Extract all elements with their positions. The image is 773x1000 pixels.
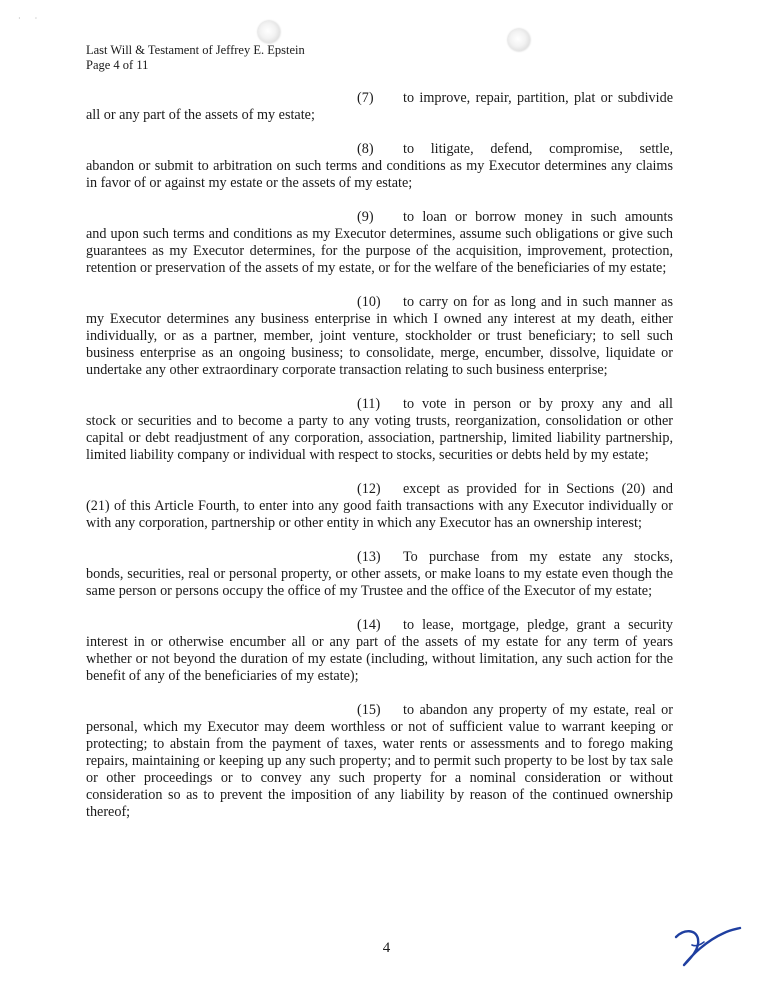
running-header	[86, 43, 305, 73]
paragraph-14	[86, 617, 673, 685]
paragraph-lead: To purchase from my estate any stocks,	[403, 549, 673, 565]
punch-hole-left	[258, 21, 280, 43]
paragraph-number: (12)	[357, 481, 381, 497]
paragraph-number: (13)	[357, 549, 381, 565]
scan-specks: · ·	[18, 14, 44, 23]
paragraph-lead: to improve, repair, partition, plat or subdivide	[403, 90, 673, 106]
paragraph-7	[86, 90, 673, 124]
punch-hole-right	[508, 29, 530, 51]
paragraph-text: bonds, securities, real or personal property, or other assets, or make loans to my estate even though the same person or persons occupy the office of my Trustee and the office of the Executor of my estate;	[86, 566, 673, 599]
paragraph-number: (11)	[357, 396, 381, 412]
paragraph-13	[86, 549, 673, 600]
header-page: Page 4 of 11	[86, 58, 149, 72]
paragraph-text: all or any part of the assets of my estate;	[86, 107, 315, 123]
paragraph-9	[86, 209, 673, 277]
paragraph-10	[86, 294, 673, 379]
document-body	[86, 90, 673, 838]
header-title: Last Will & Testament of Jeffrey E. Epstein	[86, 43, 305, 57]
paragraph-lead: to carry on for as long and in such manner as	[403, 294, 673, 310]
paragraph-8	[86, 141, 673, 192]
paragraph-number: (15)	[357, 702, 381, 718]
paragraph-number: (14)	[357, 617, 381, 633]
paragraph-12	[86, 481, 673, 532]
paragraph-lead: to loan or borrow money in such amounts	[403, 209, 673, 225]
page-number: 4	[382, 940, 391, 956]
paragraph-number: (8)	[357, 141, 374, 157]
paragraph-lead: to abandon any property of my estate, real or	[403, 702, 673, 718]
paragraph-lead: to litigate, defend, compromise, settle,	[403, 141, 673, 157]
paragraph-lead: to lease, mortgage, pledge, grant a security	[403, 617, 673, 633]
paragraph-11	[86, 396, 673, 464]
paragraph-15	[86, 702, 673, 821]
paragraph-text: abandon or submit to arbitration on such terms and conditions as my Executor determines any claims in favor of or against my estate or the assets of my estate;	[86, 158, 673, 191]
paragraph-text: stock or securities and to become a party to any voting trusts, reorganization, consolidation or other capital or debt readjustment of any corporation, association, partnership, limited liability partnership, limited liability company or individual with respect to stocks, securities or debts held by my estate;	[86, 413, 673, 463]
paragraph-text: my Executor determines any business enterprise in which I owned any interest at my death, either individually, or as a partner, member, joint venture, stockholder or trust beneficiary; to sell such business enterprise as an ongoing business; to consolidate, merge, encumber, dissolve, liquidate or undertake any other extraordinary corporate transaction relating to such business enterprise;	[86, 311, 673, 378]
paragraph-number: (10)	[357, 294, 381, 310]
paragraph-text: personal, which my Executor may deem worthless or not of sufficient value to warrant keeping or protecting; to abstain from the payment of taxes, water rents or assessments and to forego making repairs, maintaining or keeping up any such property; and to permit such property to be lost by tax sale or other proceedings or to convey any such property for a nominal consideration or without consideration so as to prevent the imposition of any liability by reason of the continued ownership thereof;	[86, 719, 673, 820]
paragraph-text: interest in or otherwise encumber all or any part of the assets of my estate for any term of years whether or not beyond the duration of my estate (including, without limitation, any such action for the benefit of any of the beneficiaries of my estate);	[86, 634, 673, 684]
paragraph-lead: to vote in person or by proxy any and all	[403, 396, 673, 412]
paragraph-text: (21) of this Article Fourth, to enter into any good faith transactions with any Executor individually or with any corporation, partnership or other entity in which any Executor has an ownership interest;	[86, 498, 673, 531]
paragraph-lead: except as provided for in Sections (20) and	[403, 481, 673, 497]
paragraph-number: (9)	[357, 209, 374, 225]
paragraph-text: and upon such terms and conditions as my Executor determines, assume such obligations or give such guarantees as my Executor determines, for the purpose of the acquisition, improvement, protection, retention or preservation of the assets of my estate, or for the welfare of the beneficiaries of my estate;	[86, 226, 673, 276]
initials-signature	[662, 915, 742, 975]
paragraph-number: (7)	[357, 90, 374, 106]
